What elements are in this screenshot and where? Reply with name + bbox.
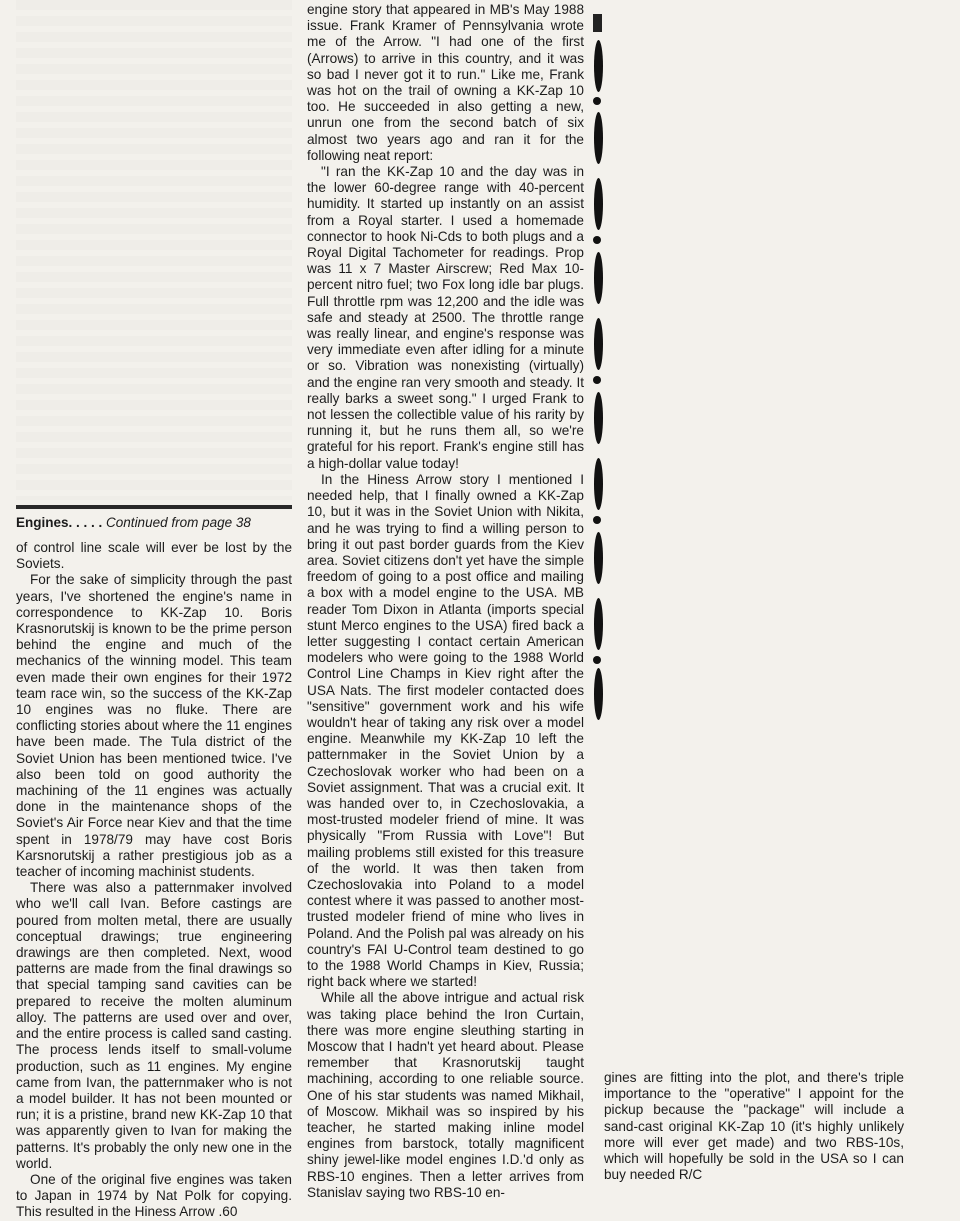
paragraph: While all the above intrigue and actual risk was taking place behind the Iron Curtain, there was more engine sleuthing starting in Moscow that I hadn't yet heard about. Please remember that Krasnorutskij taught machining, according to one reliable source. One of his star students was named Mikhail, of Moscow. Mikhail was so inspired by his teacher, he started making inline model engines from barstock, totally magnificent shiny jewel-like model engines I.D.'d only as RBS-10 engines. Then a letter arrives from Stanislav saying two RBS-10 en-: [307, 990, 584, 1200]
dot-ornament: [593, 236, 601, 244]
middle-column: [307, 2, 584, 1201]
paragraph: engine story that appeared in MB's May 1988 issue. Frank Kramer of Pennsylvania wrote me of the Arrow. "I had one of the first (Arrows) to arrive in this country, and it was so bad I never got it to run." Like me, Frank was hot on the trail of owning a KK-Zap 10 too. He succeeded in also getting a new, unrun one from the second batch of six almost two years ago and ran it for the following neat report:: [307, 2, 584, 163]
oval-ornament: [594, 40, 603, 92]
paragraph: In the Hiness Arrow story I mentioned I needed help, that I finally owned a KK-Zap 10, but it was in the Soviet Union with Nikita, and he was trying to find a willing person to bring it out past border guards from the Kiev area. Soviet citizens don't yet have the simple freedom of going to a post office and mailing a box with a model engine to the USA. MB reader Tom Dixon in Atlanta (imports special stunt Merco engines to the USA) fired back a letter suggesting I contact certain American modelers who were going to the 1988 World Control Line Champs in Kiev right after the USA Nats. The first modeler contacted does "sensitive" government work and his wife wouldn't hear of taking any risk over a model engine. Meanwhile my KK-Zap 10 left the patternmaker in the Soviet Union by a Czechoslovak worker who had been on a Soviet assignment. That was a crucial exit. It was handed over to, in Czechoslovakia, a most-trusted modeler friend of mine. It was physically "From Russia with Love"! But mailing problems still existed for this treasure of the world. It was then taken from Czechoslovakia into Poland to a model contest where it was passed to another most-trusted modeler friend of mine who lives in Poland. And the Polish pal was already on his country's FAI U-Control team destined to go to the 1988 World Champs in Kiev, Russia; right back where we started!: [307, 471, 584, 990]
oval-ornament: [594, 668, 603, 720]
paragraph: gines are fitting into the plot, and there's triple importance to the "operative" I appoint for the pickup because the "package" will include a sand-cast original KK-Zap 10 (it's highly unlikely more will ever get made) and two RBS-10s, which will hopefully be sold in the USA so I can buy needed R/C: [604, 1070, 904, 1183]
faded-previous-article: [16, 0, 292, 500]
dot-ornament: [593, 516, 601, 524]
oval-ornament: [594, 252, 603, 304]
oval-ornament: [594, 178, 603, 230]
dot-ornament: [593, 376, 601, 384]
dot-ornament: [593, 97, 601, 105]
oval-ornament: [594, 112, 603, 164]
oval-ornament: [594, 318, 603, 370]
paragraph: One of the original five engines was taken to Japan in 1974 by Nat Polk for copying. This resulted in the Hiness Arrow .60: [16, 1171, 292, 1220]
left-column: [16, 540, 292, 1221]
oval-ornament: [594, 532, 603, 584]
section-title: Engines. . . . .: [16, 515, 103, 530]
continued-from-note: Continued from page 38: [106, 515, 251, 530]
oval-ornament: [594, 598, 603, 650]
section-rule: [16, 505, 292, 509]
section-header: [16, 515, 292, 530]
paragraph: There was also a patternmaker involved who we'll call Ivan. Before castings are poured from molten metal, there are usually conceptual drawings; true engineering drawings are then completed. Next, wood patterns are made from the final drawings so that special tamping sand cavities can be prepared to receive the molten aluminum alloy. The patterns are used over and over, and the entire process is called sand casting. The process lends itself to small-volume production, such as 11 engines. My engine came from Ivan, the patternmaker who is not a model builder. It has not been mounted or run; it is a pristine, brand new KK-Zap 10 that was apparently given to Ivan for making the patterns. It's probably the only new one in the world.: [16, 880, 292, 1171]
oval-ornament: [594, 458, 603, 510]
dot-ornament: [593, 656, 601, 664]
oval-ornament: [594, 392, 603, 444]
paragraph: "I ran the KK-Zap 10 and the day was in the lower 60-degree range with 40-percent humidity. It started up instantly on an assist from a Royal starter. I used a homemade connector to hook Ni-Cds to both plugs and a Royal Digital Tachometer for readings. Prop was 11 x 7 Master Airscrew; Red Max 10-percent nitro fuel; two Fox long idle bar plugs. Full throttle rpm was 12,200 and the idle was safe and steady at 2500. The throttle range was really linear, and engine's response was very immediate even after idling for a minute or so. Vibration was nonexisting (virtually) and the engine ran very smooth and steady. It really barks a sweet song." I urged Frank to not lessen the collectible value of his rarity by running it, but he runs them all, so we're grateful for his report. Frank's engine still has a high-dollar value today!: [307, 164, 584, 471]
right-column: [604, 1070, 904, 1183]
decorative-oval-border: [590, 0, 610, 720]
paragraph: of control line scale will ever be lost by the Soviets.: [16, 540, 292, 572]
paragraph: For the sake of simplicity through the past years, I've shortened the engine's name in correspondence to KK-Zap 10. Boris Krasnorutskij is known to be the prime person behind the engine and much of the mechanics of the winning model. This team even made their own engines for their 1972 team race win, so the success of the KK-Zap 10 engines was no fluke. There are conflicting stories about where the 11 engines have been made. The Tula district of the Soviet Union has been mentioned twice. I've also been told on good authority the machining of the 11 engines was actually done in the maintenance shops of the Soviet's Air Force near Kiev and that the time spent in 1978/79 may have cost Boris Karsnorutskij a rather prestigious job as a teacher of incoming machinist students.: [16, 572, 292, 880]
